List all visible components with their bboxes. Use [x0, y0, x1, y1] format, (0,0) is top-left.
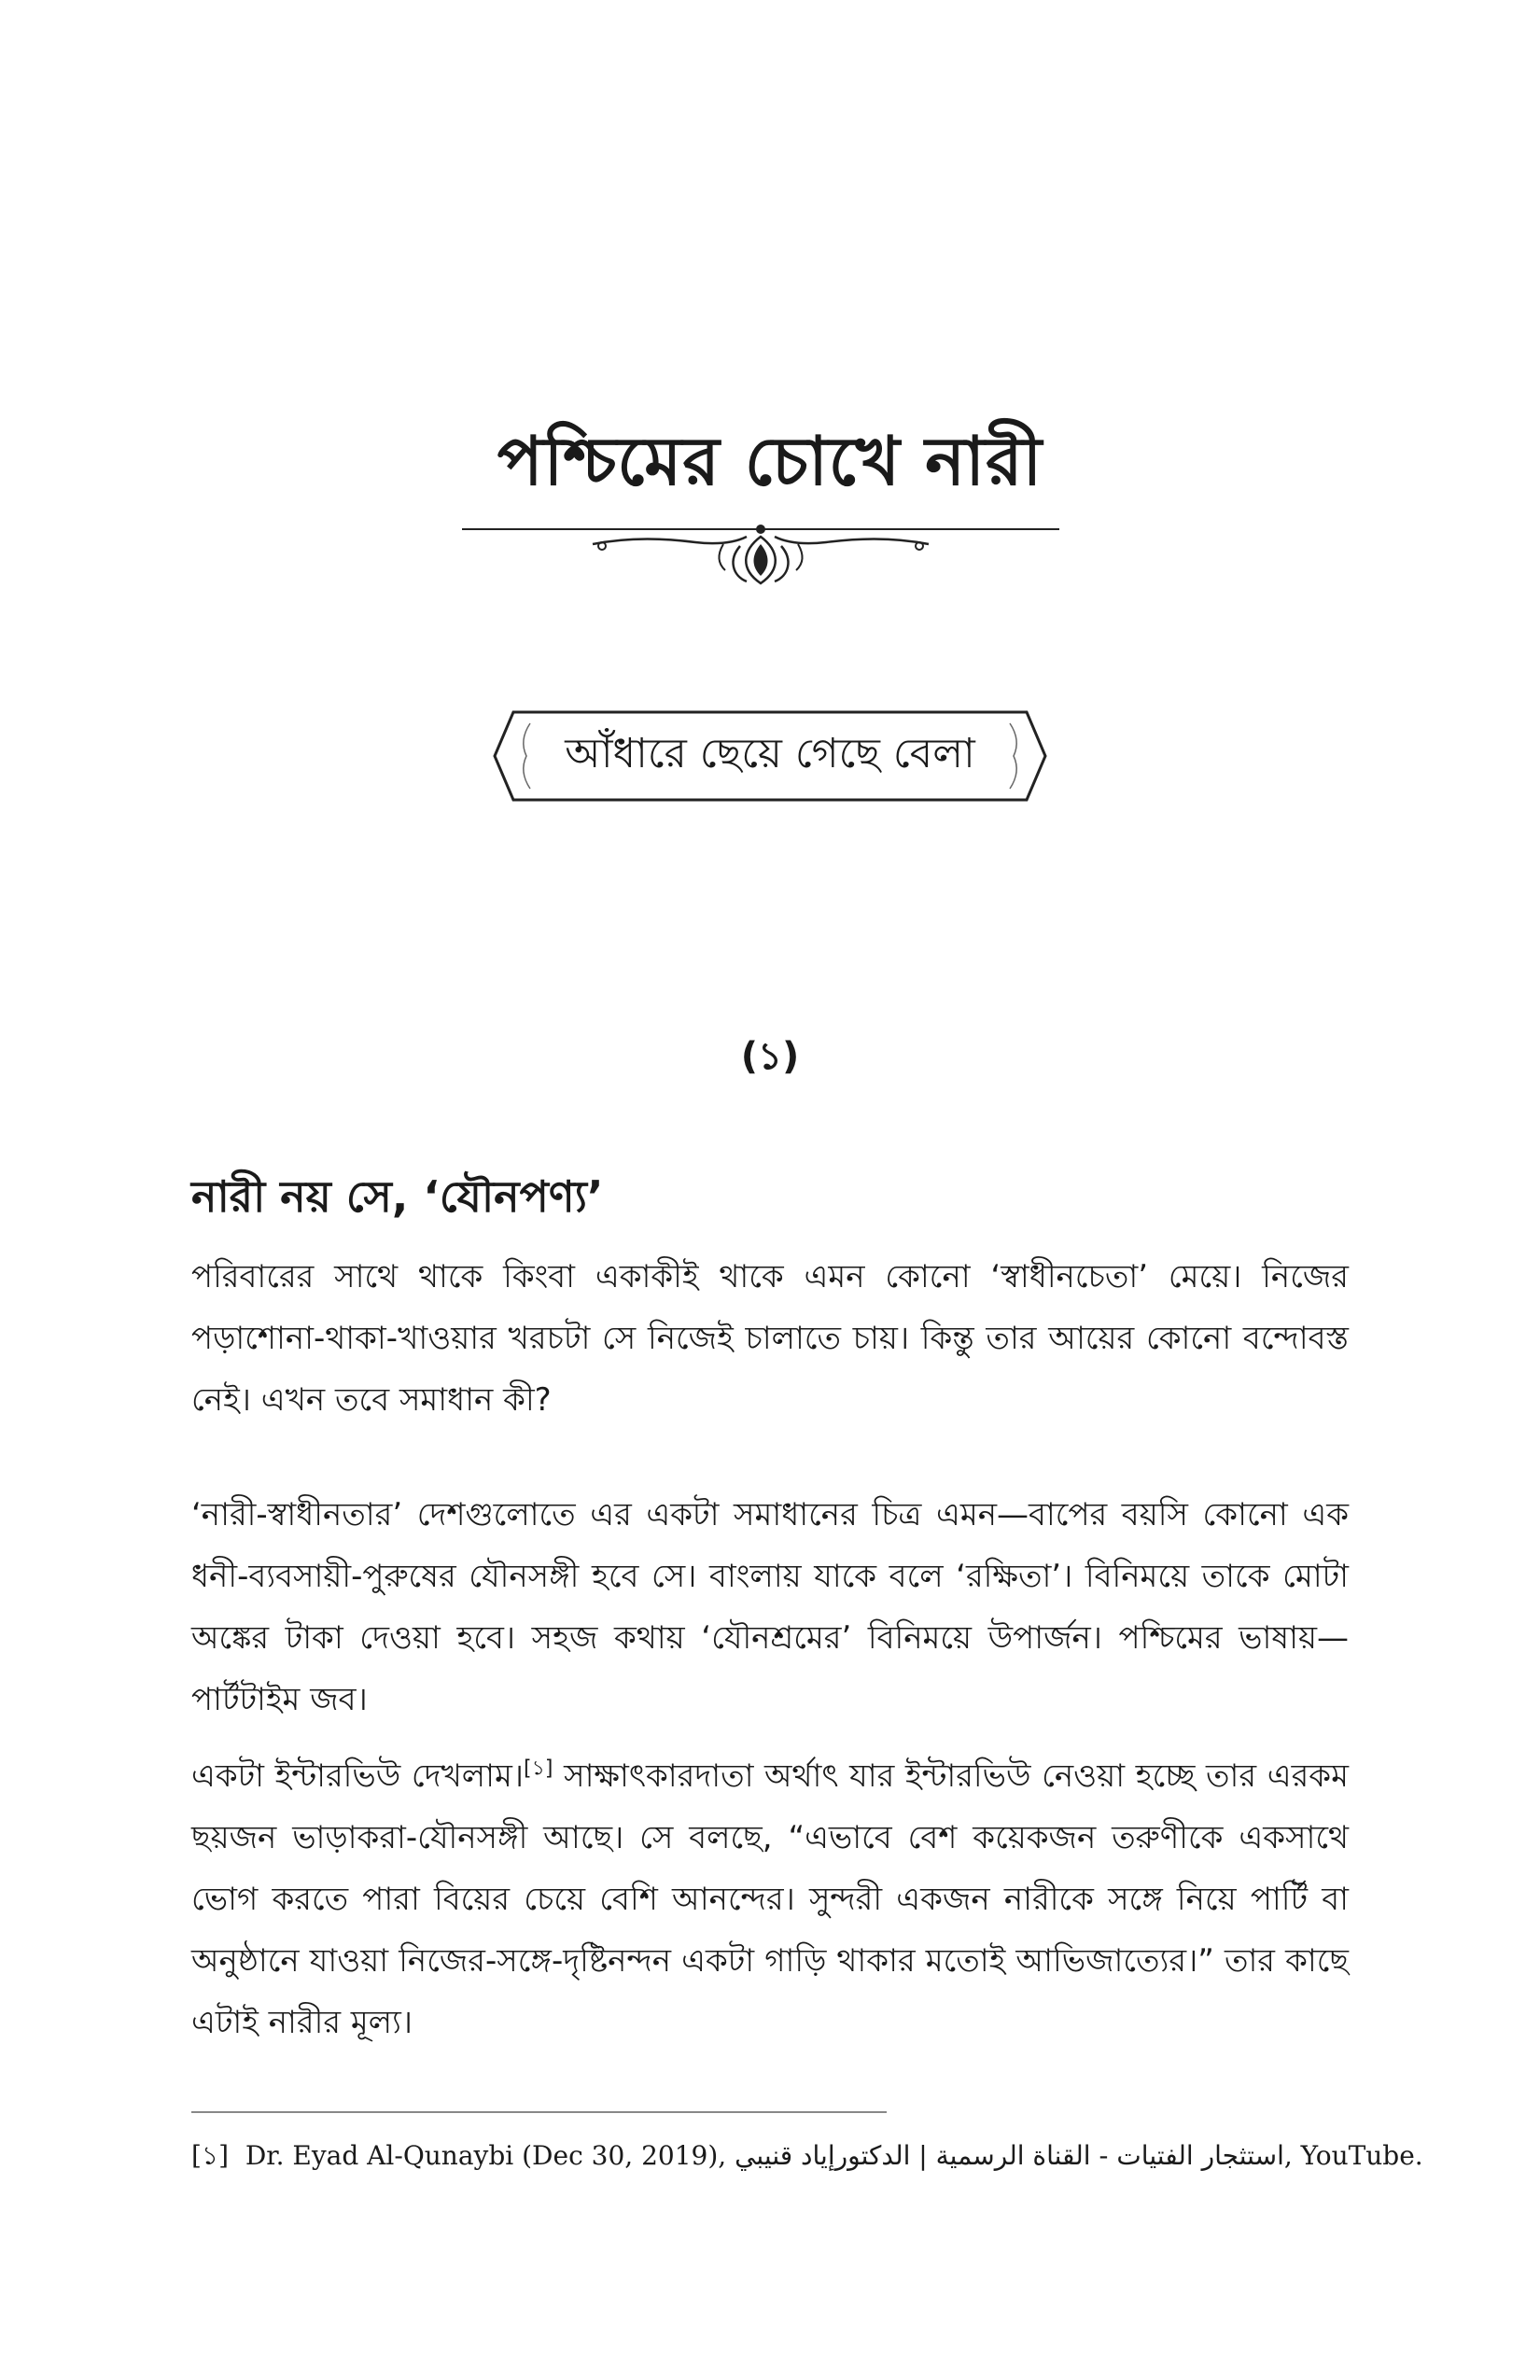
- paragraph-3: [191, 1745, 1349, 2053]
- footnote: [191, 2135, 1423, 2179]
- chapter-title: পশ্চিমের চোখে নারী: [497, 422, 1043, 500]
- subtitle-frame: [485, 705, 1055, 807]
- paragraph-3-rest: সাক্ষাৎকারদাতা অর্থাৎ যার ইন্টারভিউ নেওয়া হচ্ছে তার এরকম ছয়জন ভাড়াকরা-যৌনসঙ্গী আছে। সে বলছে, “এভাবে বেশ কয়েকজন তরুণীকে একসাথে ভোগ করতে পারা বিয়ের চেয়ে বেশি আনন্দের। সুন্দরী একজন নারীকে সঙ্গে নিয়ে পার্টি বা অনুষ্ঠানে যাওয়া নিজের-সঙ্গে-দৃষ্টিনন্দন একটা গাড়ি থাকার মতোই আভিজাত্যের।” তার কাছে এটাই নারীর মূল্য।: [191, 1757, 1349, 2041]
- footnote-author: Dr. Eyad Al-Qunaybi (Dec 30, 2019),: [245, 2140, 727, 2171]
- section-number: (১): [740, 1035, 800, 1078]
- article-heading: নারী নয় সে, ‘যৌনপণ্য’: [191, 1171, 604, 1222]
- footnote-video-title: استثجار الفتيات - القناة الرسمية | الدكتورإياد قنيبي: [735, 2140, 1284, 2171]
- paragraph-1: পরিবারের সাথে থাকে কিংবা একাকীই থাকে এমন কোনো ‘স্বাধীনচেতা’ মেয়ে। নিজের পড়াশোনা-থাকা-খাওয়ার খরচটা সে নিজেই চালাতে চায়। কিন্তু তার আয়ের কোনো বন্দোবস্ত নেই। এখন তবে সমাধান কী?: [191, 1258, 1349, 1419]
- footnote-marker: [১]: [191, 2140, 230, 2171]
- paragraph-2: ‘নারী-স্বাধীনতার’ দেশগুলোতে এর একটা সমাধানের চিত্র এমন—বাপের বয়সি কোনো এক ধনী-ব্যবসায়ী-পুরুষের যৌনসঙ্গী হবে সে। বাংলায় যাকে বলে ‘রক্ষিতা’। বিনিময়ে তাকে মোটা অঙ্কের টাকা দেওয়া হবে। সহজ কথায় ‘যৌনশ্রমের’ বিনিময়ে উপার্জন। পশ্চিমের ভাষায়—পার্টটাইম জব।: [191, 1496, 1349, 1718]
- footnote-divider: [191, 2111, 887, 2113]
- ornament-divider-icon: [462, 509, 1059, 593]
- chapter-subtitle: আঁধারে ছেয়ে গেছে বেলা: [565, 729, 975, 777]
- footnote-reference[interactable]: [১]: [524, 1757, 553, 1781]
- footnote-source: , YouTube.: [1283, 2140, 1423, 2171]
- paragraph-3-start: একটা ইন্টারভিউ দেখলাম।: [191, 1757, 525, 1795]
